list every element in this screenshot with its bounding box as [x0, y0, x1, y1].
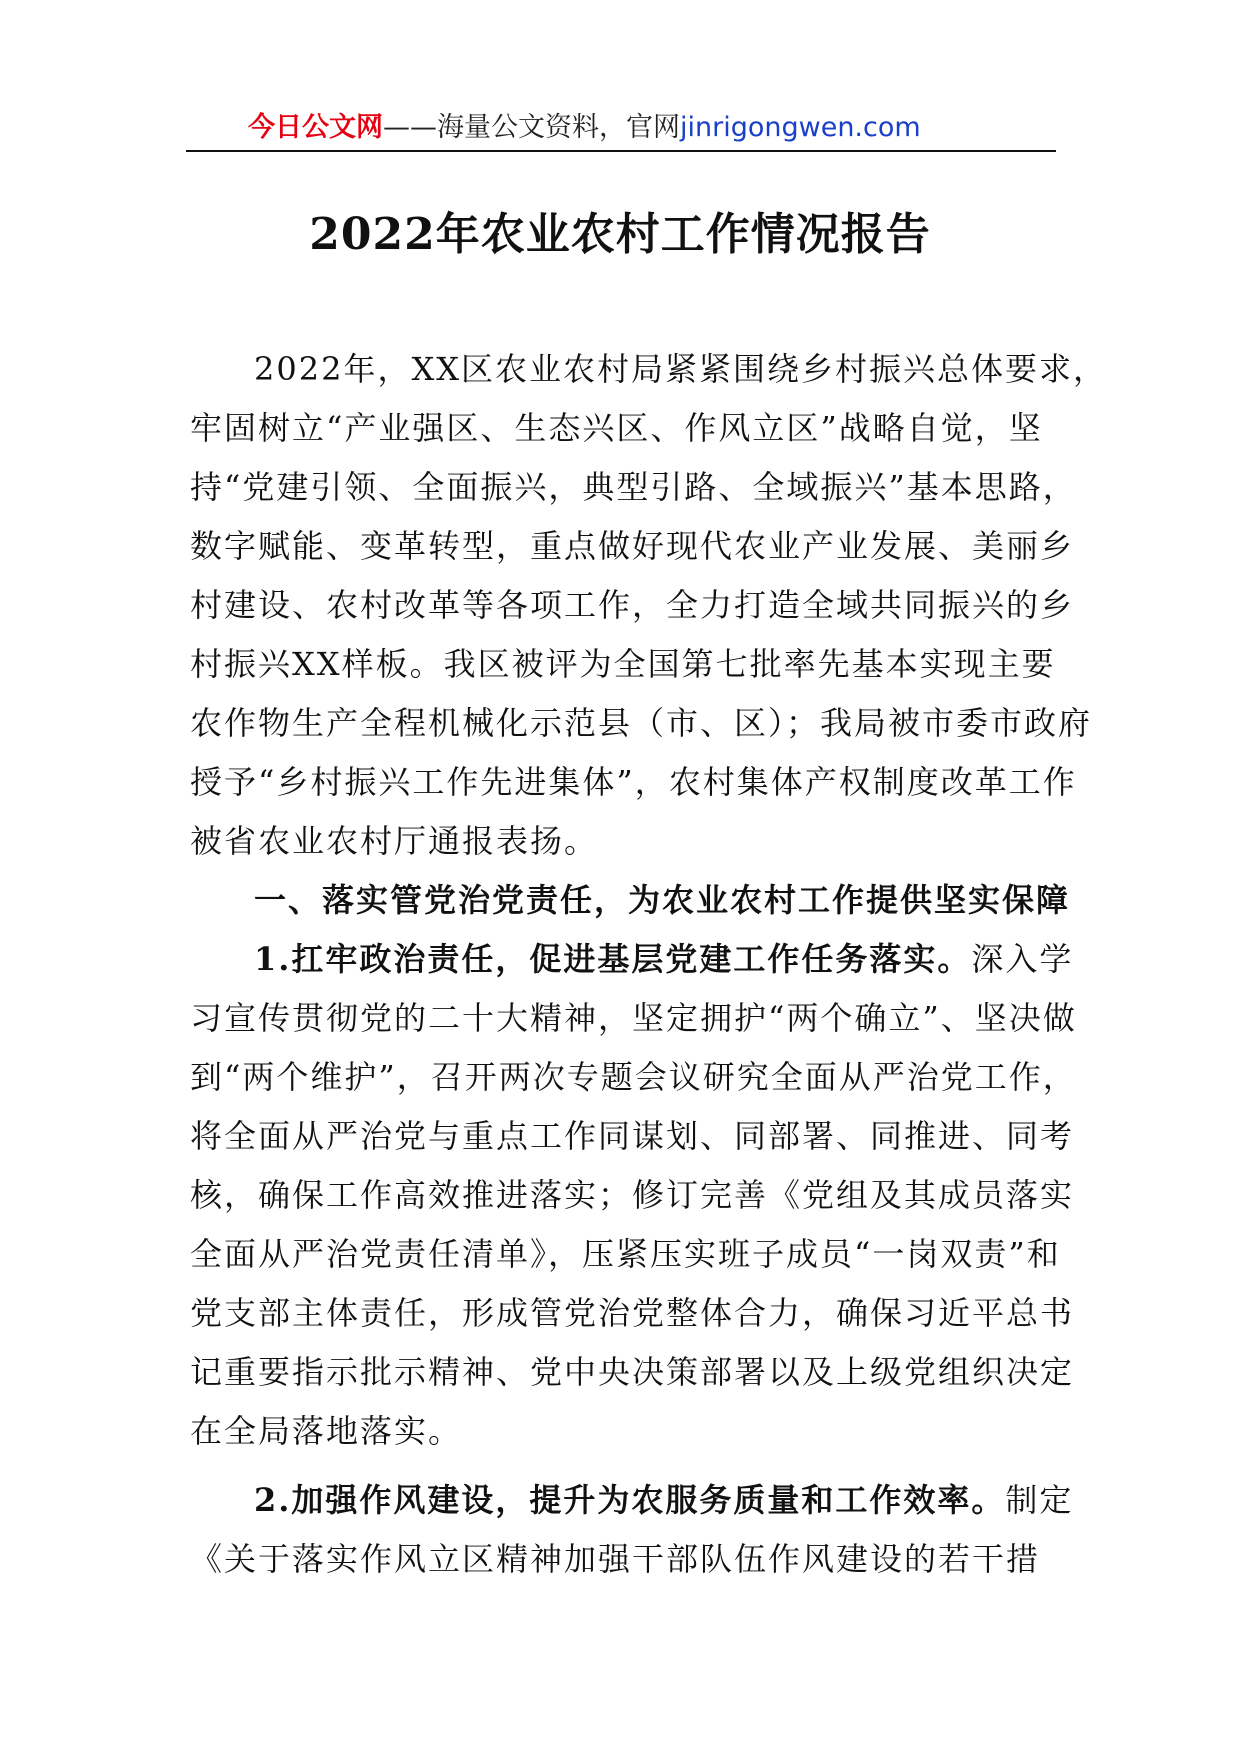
paragraph-line: 农作物生产全程机械化示范县（市、区）；我局被市委市政府: [190, 704, 1093, 742]
item-heading: 1.扛牢政治责任，促进基层党建工作任务落实。: [254, 940, 972, 978]
paragraph-line: 记重要指示批示精神、党中央决策部署以及上级党组织决定: [190, 1353, 1075, 1391]
document-title: 2022年农业农村工作情况报告: [309, 209, 931, 260]
section-heading: 一、落实管党治党责任，为农业农村工作提供坚实保障: [254, 881, 1071, 919]
document-body: [190, 340, 1108, 1589]
paragraph-line: 将全面从严治党与重点工作同谋划、同部署、同推进、同考: [190, 1117, 1075, 1155]
item-first-line: [190, 930, 1074, 989]
item-heading: 2.加强作风建设，提升为农服务质量和工作效率。: [254, 1481, 1006, 1519]
paragraph-line: 《关于落实作风立区精神加强干部队伍作风建设的若干措: [190, 1540, 1041, 1578]
paragraph-line: 村建设、农村改革等各项工作，全力打造全域共同振兴的乡: [190, 586, 1075, 624]
paragraph-line: 牢固树立“产业强区、生态兴区、作风立区”战略自觉，坚: [190, 409, 1043, 447]
site-header: [248, 108, 921, 148]
site-tagline: ——海量公文资料，官网: [383, 112, 680, 143]
paragraph-line: 数字赋能、变革转型，重点做好现代农业产业发展、美丽乡: [190, 527, 1075, 565]
item-first-line: [190, 1471, 1074, 1530]
paragraph-line: 全面从严治党责任清单》，压紧压实班子成员“一岗双责”和: [190, 1235, 1061, 1273]
paragraph-line: 在全局落地落实。: [190, 1412, 463, 1450]
paragraph-line: 到“两个维护”，召开两次专题会议研究全面从严治党工作，: [190, 1058, 1077, 1096]
paragraph-line: 核，确保工作高效推进落实；修订完善《党组及其成员落实: [190, 1176, 1075, 1214]
paragraph-line: 党支部主体责任，形成管党治党整体合力，确保习近平总书: [190, 1294, 1075, 1332]
paragraph-line: 被省农业农村厅通报表扬。: [190, 822, 599, 860]
paragraph-spacer: [190, 1461, 1060, 1471]
paragraph-line: 2022年，XX区农业农村局紧紧围绕乡村振兴总体要求，: [254, 350, 1108, 388]
item-text: 制定: [1005, 1481, 1074, 1519]
site-url-link[interactable]: jinrigongwen.com: [680, 112, 921, 143]
header-divider: [186, 150, 1056, 152]
site-brand[interactable]: 今日公文网: [248, 112, 383, 143]
paragraph-line: 授予“乡村振兴工作先进集体”，农村集体产权制度改革工作: [190, 763, 1077, 801]
paragraph-line: 持“党建引领、全面振兴，典型引路、全域振兴”基本思路，: [190, 468, 1077, 506]
paragraph-line: 村振兴XX样板。我区被评为全国第七批率先基本实现主要: [190, 645, 1056, 683]
paragraph-line: 习宣传贯彻党的二十大精神，坚定拥护“两个确立”、坚决做: [190, 999, 1077, 1037]
item-text: 深入学: [971, 940, 1074, 978]
